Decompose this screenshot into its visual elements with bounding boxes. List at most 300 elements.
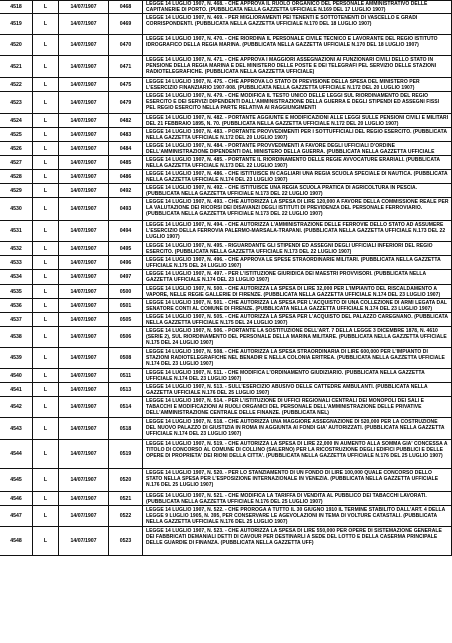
record-date-cell xyxy=(58,492,108,505)
record-type: L xyxy=(43,63,48,70)
record-type-cell xyxy=(32,313,58,326)
record-text-cell xyxy=(142,14,452,34)
record-text-cell xyxy=(142,348,452,368)
record-text: LEGGE 14 LUGLIO 1907, N. 471. - CHE APPROVA I MAGGIORI ASSEGNAZIONI AI FUNZIONARI CIVILI DELLO STATO IN PENSIONE DELLA REGIA MARINA E DEL MINISTERO DELLE POSTE E DEI TELEGRAFI PEL SERVIZIO DELLE STAZIONI RADIOTELEGRAFICHE. (PUBBLICATA NELLA GAZZETTA UFFICIALE) xyxy=(146,57,437,76)
record-date: 14/07/1907 xyxy=(70,425,97,432)
record-date-cell xyxy=(58,369,108,382)
record-date-cell xyxy=(58,256,108,269)
record-type-cell xyxy=(32,14,58,34)
record-date: 14/07/1907 xyxy=(70,81,97,88)
record-code-cell xyxy=(108,369,142,382)
record-text-cell xyxy=(142,78,452,91)
record-type: L xyxy=(43,159,48,166)
record-number-cell xyxy=(0,270,32,284)
record-type-cell xyxy=(32,184,58,197)
record-date: 14/07/1907 xyxy=(70,386,97,393)
record-type: L xyxy=(43,173,48,180)
table-row xyxy=(0,492,452,506)
record-code-cell xyxy=(108,327,142,347)
record-code: 0521 xyxy=(119,495,132,502)
record-date-cell xyxy=(58,221,108,241)
record-code-cell xyxy=(108,440,142,468)
record-type: L xyxy=(43,20,48,27)
record-code: 0497 xyxy=(119,273,132,280)
record-text-cell xyxy=(142,270,452,284)
record-code: 0514 xyxy=(119,403,132,410)
record-number: 4522 xyxy=(10,81,22,88)
record-text-cell xyxy=(142,469,452,491)
table-row xyxy=(0,156,452,170)
record-date: 14/07/1907 xyxy=(70,333,97,340)
record-number-cell xyxy=(0,397,32,417)
record-date-cell xyxy=(58,170,108,183)
record-text: LEGGE 14 LUGLIO 1907, N. 483. - PORTANTE PROVVEDIMENTI PER I SOTTUFFICIALI DEL REGIO ESERCITO. (PUBBLICATA NELLA GAZZETTA UFFICIALE N.172 DEL 20 LUGLIO 1907) xyxy=(146,129,447,141)
record-number-cell xyxy=(0,56,32,77)
record-text: LEGGE 14 LUGLIO 1907, N. 505. - CHE AUTORIZZA LA SPESA PER L'ACQUISTO DEL PALAZZO CAREGNANO. (PUBBLICATA NELLA GAZZETTA UFFICIALE N.175 DEL 24 LUGLIO 1907) xyxy=(146,314,448,326)
record-date-cell xyxy=(58,348,108,368)
record-date-cell xyxy=(58,313,108,326)
record-type-cell xyxy=(32,506,58,526)
record-code-cell xyxy=(108,270,142,284)
record-number: 4533 xyxy=(10,259,22,266)
record-number: 4539 xyxy=(10,354,22,361)
record-code-cell xyxy=(108,14,142,34)
record-text: LEGGE 14 LUGLIO 1907, N. 475. - CHE APPROVA LO STATO DI PREVISIONE DELLA SPESA DEL MINISTERO PER L'ESERCIZIO FINANZIARIO 1907-908. (PUBBLICATA NELLA GAZZETTA UFFICIALE N.172 DEL 20 LUGLIO 1907) xyxy=(146,79,420,91)
record-number: 4534 xyxy=(10,273,22,280)
record-number: 4537 xyxy=(10,316,22,323)
record-number: 4535 xyxy=(10,288,22,295)
record-date: 14/07/1907 xyxy=(70,316,97,323)
record-type: L xyxy=(43,476,48,483)
record-code: 0518 xyxy=(119,425,132,432)
table-row xyxy=(0,56,452,78)
record-code: 0492 xyxy=(119,187,132,194)
record-type: L xyxy=(43,41,48,48)
record-code: 0482 xyxy=(119,117,132,124)
record-code-cell xyxy=(108,198,142,220)
record-date-cell xyxy=(58,0,108,13)
record-type-cell xyxy=(32,114,58,127)
record-number-cell xyxy=(0,0,32,13)
record-type: L xyxy=(43,273,48,280)
record-date: 14/07/1907 xyxy=(70,145,97,152)
record-text: LEGGE 14 LUGLIO 1907, N. 513. - SULL'ESERCIZIO ABUSIVO DELLE CATTEDRE AMBULANTI. (PUBBLICATA NELLA GAZZETTA UFFICIALE N.176 DEL 25 LUGLIO 1907) xyxy=(146,384,428,396)
record-code-cell xyxy=(108,285,142,298)
record-text-cell xyxy=(142,299,452,312)
record-number-cell xyxy=(0,299,32,312)
record-type: L xyxy=(43,259,48,266)
table-row xyxy=(0,221,452,242)
record-date: 14/07/1907 xyxy=(70,372,97,379)
table-row xyxy=(0,285,452,299)
record-text-cell xyxy=(142,313,452,326)
record-code-cell xyxy=(108,313,142,326)
record-date-cell xyxy=(58,56,108,77)
record-number-cell xyxy=(0,285,32,298)
table-row xyxy=(0,78,452,92)
record-code: 0506 xyxy=(119,333,132,340)
record-type: L xyxy=(43,81,48,88)
record-code-cell xyxy=(108,128,142,141)
record-number-cell xyxy=(0,313,32,326)
record-number: 4542 xyxy=(10,403,22,410)
record-type-cell xyxy=(32,0,58,13)
record-code: 0519 xyxy=(119,450,132,457)
record-type: L xyxy=(43,386,48,393)
record-number: 4523 xyxy=(10,99,22,106)
record-date: 14/07/1907 xyxy=(70,245,97,252)
record-type: L xyxy=(43,450,48,457)
record-text-cell xyxy=(142,128,452,141)
record-number-cell xyxy=(0,469,32,491)
record-number: 4530 xyxy=(10,205,22,212)
record-number: 4529 xyxy=(10,187,22,194)
table-row xyxy=(0,270,452,285)
record-number: 4521 xyxy=(10,63,22,70)
record-date-cell xyxy=(58,285,108,298)
record-type: L xyxy=(43,245,48,252)
record-number: 4519 xyxy=(10,20,22,27)
record-date-cell xyxy=(58,270,108,284)
record-type: L xyxy=(43,372,48,379)
record-date: 14/07/1907 xyxy=(70,131,97,138)
record-type-cell xyxy=(32,285,58,298)
record-text-cell xyxy=(142,418,452,439)
record-type-cell xyxy=(32,242,58,255)
record-type: L xyxy=(43,403,48,410)
record-text: LEGGE 14 LUGLIO 1907, N. 523. - CHE AUTORIZZA LA SPESA DI LIRE 550,000 PER OPERE DI SISTEMAZIONE GENERALE DEI FABBRICATI DEMANIALI DETTI DI CAVOUR PER DESTINARLI A SEDE DEL LOTTO E DELLA CASERMA PRINCIPALE DELLE GUARDIE DI FINANZA. (PUBBLICATA NELLA GAZZETTA UFF) xyxy=(146,528,442,547)
record-type-cell xyxy=(32,142,58,155)
record-type-cell xyxy=(32,270,58,284)
record-type: L xyxy=(43,316,48,323)
record-number-cell xyxy=(0,492,32,505)
record-number: 4536 xyxy=(10,302,22,309)
record-code: 0485 xyxy=(119,159,132,166)
record-number-cell xyxy=(0,527,32,555)
record-number-cell xyxy=(0,506,32,526)
record-type: L xyxy=(43,495,48,502)
record-text: LEGGE 14 LUGLIO 1907, N. 493. - CHE AUTORIZZA LA SPESA DI LIRE 120,000 A FAVORE DELLA COMMISSIONE REALE PER LA VALUTAZIONE DEI RICORSI DEI DISAVANZI DEGLI ISTITUTI DI PREVIDENZA DEL PERSONALE FERROVIARIO. (PUBBLICATA NELLA GAZZETTA UFFICIALE N.173 DEL 22 LUGLIO 1907) xyxy=(146,199,449,218)
table-row xyxy=(0,184,452,198)
record-code: 0508 xyxy=(119,354,132,361)
record-number-cell xyxy=(0,35,32,55)
table-row xyxy=(0,0,452,14)
record-number: 4541 xyxy=(10,386,22,393)
record-code-cell xyxy=(108,299,142,312)
table-row xyxy=(0,369,452,383)
record-type: L xyxy=(43,131,48,138)
record-text: LEGGE 14 LUGLIO 1907, N. 522. - CHE PROROGA A TUTTO IL 30 GIUGNO 1910 IL TERMINE STABILITO DALL'ART. 4 DELLA LEGGE 9 LUGLIO 1905, N. 395, PER CONSERVARE LE AGEVOLAZIONI IN TEMA DI VOLTURE CATASTALI. (PUBBLICATA NELLA GAZZETTA UFFICIALE N.176 DEL 25 LUGLIO 1907) xyxy=(146,507,446,526)
record-date: 14/07/1907 xyxy=(70,288,97,295)
table-row xyxy=(0,198,452,221)
table-row xyxy=(0,440,452,469)
record-number: 4527 xyxy=(10,159,22,166)
table-row xyxy=(0,114,452,128)
table-row xyxy=(0,469,452,492)
record-date-cell xyxy=(58,327,108,347)
record-text: LEGGE 14 LUGLIO 1907, N. 479. - CHE MODIFICA IL TESTO UNICO DELLE LEGGI SUL RIORDINAMENTO DEL REGIO ESERCITO E DEI SERVIZI DIPENDENTI DALL'AMMINISTRAZIONE DELLA GUERRA E DEGLI STIPENDI ED ASSEGNI FISSI PEL REGIO ESERCITO NELLA PARTE RELATIVA AI RAGGIUNGIMENTI xyxy=(146,93,440,112)
record-code: 0484 xyxy=(119,145,132,152)
record-code-cell xyxy=(108,469,142,491)
record-type: L xyxy=(43,333,48,340)
record-code-cell xyxy=(108,35,142,55)
record-date-cell xyxy=(58,242,108,255)
record-code-cell xyxy=(108,114,142,127)
record-code-cell xyxy=(108,156,142,169)
record-number: 4544 xyxy=(10,450,22,457)
record-number-cell xyxy=(0,242,32,255)
table-row xyxy=(0,299,452,313)
record-type-cell xyxy=(32,492,58,505)
record-type: L xyxy=(43,205,48,212)
record-text: LEGGE 14 LUGLIO 1907, N. 506. - PORTANTE LA SOSTITUZIONE DELL'ART. 7 DELLA LEGGE 3 DICEMBRE 1878, N. 4610 (SERIE 2), SUL RIORDINAMENTO DEL PERSONALE DELLA MARINA MILITARE. (PUBBLICATA NELLA GAZZETTA UFFICIALE N.175 DEL 24 LUGLIO 1907) xyxy=(146,328,447,347)
record-text: LEGGE 14 LUGLIO 1907, N. 520. - PER LO STANZIAMENTO DI UN FONDO DI LIRE 100,000 QUALE CONCORSO DELLO STATO NELLA SPESA PER L'ESPOSIZIONE INTERNAZIONALE IN VENEZIA. (PUBBLICATA NELLA GAZZETTA UFFICIALE N.176 DEL 25 LUGLIO 1907) xyxy=(146,470,439,489)
record-type-cell xyxy=(32,469,58,491)
record-code: 0523 xyxy=(119,537,132,544)
record-number: 4518 xyxy=(10,3,22,10)
record-number: 4548 xyxy=(10,537,22,544)
record-type-cell xyxy=(32,348,58,368)
record-code: 0469 xyxy=(119,20,132,27)
record-text: LEGGE 14 LUGLIO 1907, N. 495. - RIGUARDANTE GLI STIPENDI ED ASSEGNI DEGLI UFFICIALI INFERIORI DEL REGIO ESERCITO. (PUBBLICATA NELLA GAZZETTA UFFICIALE N.173 DEL 22 LUGLIO 1907) xyxy=(146,243,433,255)
record-type: L xyxy=(43,145,48,152)
record-date: 14/07/1907 xyxy=(70,273,97,280)
record-date: 14/07/1907 xyxy=(70,41,97,48)
record-text: LEGGE 14 LUGLIO 1907, N. 469. - PER MIGLIORAMENTI PEI TENENTI E SOTTOTENENTI DI VASCELLO E GRADI CORRISPONDENTI. (PUBBLICATA NELLA GAZZETTA UFFICIALE N.170 DEL 18 LUGLIO 1907) xyxy=(146,15,418,28)
record-date-cell xyxy=(58,78,108,91)
record-number-cell xyxy=(0,156,32,169)
record-date-cell xyxy=(58,469,108,491)
record-code: 0511 xyxy=(119,372,132,379)
record-code-cell xyxy=(108,348,142,368)
record-number: 4532 xyxy=(10,245,22,252)
record-text: LEGGE 14 LUGLIO 1907, N. 511. - CHE MODIFICA L'ORDINAMENTO GIUDIZIARIO. (PUBBLICATA NELLA GAZZETTA UFFICIALE N.174 DEL 23 LUGLIO 1907) xyxy=(146,370,425,382)
record-number-cell xyxy=(0,327,32,347)
record-text-cell xyxy=(142,256,452,269)
record-code: 0470 xyxy=(119,41,132,48)
record-number: 4528 xyxy=(10,173,22,180)
record-date: 14/07/1907 xyxy=(70,205,97,212)
record-type-cell xyxy=(32,156,58,169)
record-date: 14/07/1907 xyxy=(70,20,97,27)
record-text: LEGGE 14 LUGLIO 1907, N. 470. - CHE RIORDINA IL PERSONALE CIVILE TECNICO E LAVORANTE DEL REGIO ISTITUTO IDROGRAFICO DELLA REGIA MARINA. (PUBBLICATA NELLA GAZZETTA UFFICIALE N.170 DEL 18 LUGLIO 1907) xyxy=(146,36,438,49)
record-code: 0471 xyxy=(119,63,132,70)
record-text: LEGGE 14 LUGLIO 1907, N. 508. - CHE AUTORIZZA LA SPESA STRAORDINARIA DI LIRE 600,000 PER L'IMPIANTO DI STAZIONI RADIOTELEGRAFICHE NEL BENADIR E NELLA COLONIA ERITREA. (PUBBLICATA NELLA GAZZETTA UFFICIALE N.174 DEL 23 LUGLIO 1907) xyxy=(146,349,445,368)
record-type-cell xyxy=(32,256,58,269)
record-code: 0522 xyxy=(119,512,132,519)
record-number: 4546 xyxy=(10,495,22,502)
record-type-cell xyxy=(32,56,58,77)
record-text-cell xyxy=(142,285,452,298)
record-text: LEGGE 14 LUGLIO 1907, N. 519. - CHE AUTORIZZA LA SPESA DI LIRE 22,000 IN AUMENTO ALLA SOMMA GIA' CONCESSA A TITOLO DI CONCORSO AL COMUNE DI COLLINO (SALERNO) PER LA RICOSTRUZIONE DEGLI EDIFICI PUBBLICI E DELLE OPERE DI PROPRIETA' DEI RIONI DELLA CITTA'. (PUBBLICATA NELLA GAZZETTA UFFICIALE N.176 DEL 25 LUGLIO 1907) xyxy=(146,441,448,460)
record-text-cell xyxy=(142,506,452,526)
record-code: 0495 xyxy=(119,245,132,252)
table-row xyxy=(0,142,452,156)
record-type-cell xyxy=(32,397,58,417)
record-text-cell xyxy=(142,527,452,555)
record-code: 0501 xyxy=(119,302,132,309)
record-code-cell xyxy=(108,56,142,77)
record-date-cell xyxy=(58,527,108,555)
record-number-cell xyxy=(0,78,32,91)
record-type-cell xyxy=(32,369,58,382)
record-code: 0496 xyxy=(119,259,132,266)
table-row xyxy=(0,527,452,556)
record-type: L xyxy=(43,99,48,106)
record-type: L xyxy=(43,302,48,309)
record-type: L xyxy=(43,354,48,361)
record-number: 4547 xyxy=(10,512,22,519)
record-type-cell xyxy=(32,327,58,347)
record-type-cell xyxy=(32,221,58,241)
record-type-cell xyxy=(32,383,58,396)
record-text-cell xyxy=(142,327,452,347)
record-code: 0475 xyxy=(119,81,132,88)
table-row xyxy=(0,327,452,348)
record-number: 4525 xyxy=(10,131,22,138)
record-type-cell xyxy=(32,198,58,220)
record-text: LEGGE 14 LUGLIO 1907, N. 496. - CHE APPROVA LE SPESE STRAORDINARIE MILITARI. (PUBBLICATA NELLA GAZZETTA UFFICIALE N.175 DEL 24 LUGLIO 1907) xyxy=(146,257,441,269)
record-code-cell xyxy=(108,242,142,255)
record-number-cell xyxy=(0,198,32,220)
record-code: 0479 xyxy=(119,99,132,106)
table-row xyxy=(0,128,452,142)
table-row xyxy=(0,14,452,35)
record-code: 0520 xyxy=(119,476,132,483)
record-code-cell xyxy=(108,92,142,113)
record-code: 0494 xyxy=(119,227,132,234)
record-text-cell xyxy=(142,156,452,169)
record-number: 4524 xyxy=(10,117,22,124)
record-number: 4540 xyxy=(10,372,22,379)
record-code-cell xyxy=(108,506,142,526)
record-text-cell xyxy=(142,142,452,155)
record-text: LEGGE 14 LUGLIO 1907, N. 494. - CHE AUTORIZZA L'AMMINISTRAZIONE DELLE FERROVIE DELLO STATO AD ASSUMERE L'ESERCIZIO DELLA FERROVIA PALERMO-MARSALA-TRAPANI. (PUBBLICATA NELLA GAZZETTA UFFICIALE N.173 DEL 22 LUGLIO 1907) xyxy=(146,222,446,241)
record-date: 14/07/1907 xyxy=(70,3,97,10)
record-code: 0505 xyxy=(119,316,132,323)
record-text-cell xyxy=(142,242,452,255)
record-date-cell xyxy=(58,418,108,439)
record-text: LEGGE 14 LUGLIO 1907, N. 492. - CHE ISTITUISCE UNA REGIA SCUOLA PRATICA DI AGRICOLTURA IN PESCIA. (PUBBLICATA NELLA GAZZETTA UFFICIALE N.173 DEL 22 LUGLIO 1907) xyxy=(146,185,418,197)
record-text: LEGGE 14 LUGLIO 1907, N. 497. - PER L'ISTITUZIONE GIURIDICA DEI MAESTRI PROVVISORI. (PUBBLICATA NELLA GAZZETTA UFFICIALE N.174 DEL 23 LUGLIO 1907) xyxy=(146,271,426,284)
record-text: LEGGE 14 LUGLIO 1907, N. 485. - PORTANTE IL RIORDINAMENTO DELLE REGIE AVVOCATURE ERARIALI. (PUBBLICATA NELLA GAZZETTA UFFICIALE N.173 DEL 22 LUGLIO 1907) xyxy=(146,157,440,169)
record-text: LEGGE 14 LUGLIO 1907, N. 501. - CHE AUTORIZZA LA SPESA PER L'ACQUISTO DI UNA COLLEZIONE DI ARMI LEGATA DAL SENATORE CONTI AL COMUNE DI FIRENZE. (PUBBLICATA NELLA GAZZETTA UFFICIALE N.174 DEL 23 LUGLIO 1907) xyxy=(146,300,447,312)
table-row xyxy=(0,170,452,184)
record-number-cell xyxy=(0,92,32,113)
record-type-cell xyxy=(32,299,58,312)
record-number-cell xyxy=(0,418,32,439)
record-code: 0513 xyxy=(119,386,132,393)
record-code-cell xyxy=(108,418,142,439)
record-date: 14/07/1907 xyxy=(70,173,97,180)
record-type: L xyxy=(43,187,48,194)
record-date-cell xyxy=(58,440,108,468)
record-code-cell xyxy=(108,256,142,269)
record-text: LEGGE 14 LUGLIO 1907, N. 482. - PORTANTE AGGIUNTE E MODIFICAZIONI ALLE LEGGI SULLE PENSIONI CIVILI E MILITARI DEL 21 FEBBRAIO 1895, N. 70. (PUBBLICATA NELLA GAZZETTA UFFICIALE N.172 DEL 20 LUGLIO 1907) xyxy=(146,115,449,127)
record-code: 0486 xyxy=(119,173,132,180)
record-text-cell xyxy=(142,56,452,77)
table-row xyxy=(0,418,452,440)
table-row xyxy=(0,92,452,114)
record-code: 0500 xyxy=(119,288,132,295)
record-number-cell xyxy=(0,256,32,269)
record-text-cell xyxy=(142,492,452,505)
table-row xyxy=(0,383,452,397)
record-date-cell xyxy=(58,14,108,34)
record-number-cell xyxy=(0,383,32,396)
table-row xyxy=(0,256,452,270)
record-text: LEGGE 14 LUGLIO 1907, N. 518. - CHE AUTORIZZA UNA MAGGIORE ASSEGNAZIONE DI 520,000 PER LA COSTRUZIONE DEL NUOVO PALAZZO DI GIUSTIZIA IN ROMA IN AGGIUNTA AI FONDI GIA' AUTORIZZATI. (PUBBLICATA NELLA GAZZETTA UFFICIALE N.174 DEL 23 LUGLIO 1907) xyxy=(146,419,445,438)
record-code: 0493 xyxy=(119,205,132,212)
record-date: 14/07/1907 xyxy=(70,187,97,194)
record-number: 4545 xyxy=(10,476,22,483)
record-text-cell xyxy=(142,114,452,127)
record-text-cell xyxy=(142,184,452,197)
record-code-cell xyxy=(108,184,142,197)
record-text: LEGGE 14 LUGLIO 1907, N. 486. - CHE ISTITUISCE IN CAGLIARI UNA REGIA SCUOLA SPECIALE DI NAUTICA. (PUBBLICATA NELLA GAZZETTA UFFICIALE N.174 DEL 23 LUGLIO 1907) xyxy=(146,171,448,183)
record-text-cell xyxy=(142,369,452,382)
record-number-cell xyxy=(0,114,32,127)
record-code-cell xyxy=(108,78,142,91)
record-text-cell xyxy=(142,383,452,396)
record-date-cell xyxy=(58,397,108,417)
record-date-cell xyxy=(58,198,108,220)
record-text-cell xyxy=(142,440,452,468)
record-date-cell xyxy=(58,92,108,113)
record-date-cell xyxy=(58,128,108,141)
record-number-cell xyxy=(0,170,32,183)
record-type-cell xyxy=(32,418,58,439)
record-text-cell xyxy=(142,221,452,241)
record-number-cell xyxy=(0,128,32,141)
record-number-cell xyxy=(0,221,32,241)
record-number-cell xyxy=(0,14,32,34)
record-text-cell xyxy=(142,0,452,13)
record-text: LEGGE 14 LUGLIO 1907, N. 514. - PER L'ISTITUZIONE DI UFFICI REGIONALI CENTRALI DEI MONOPOLI DEI SALI E TABACCHI E MODIFICAZIONI AI RUOLI ORGANICI DEL PERSONALE DELL'AMMINISTRAZIONE DELLE PRIVATIVE DELL'AMMINISTRAZIONE CENTRALE DELLE FINANZE. (PUBBLICATA NEL) xyxy=(146,398,424,417)
table-row xyxy=(0,35,452,56)
record-date: 14/07/1907 xyxy=(70,512,97,519)
record-type-cell xyxy=(32,128,58,141)
record-type-cell xyxy=(32,78,58,91)
table-row xyxy=(0,313,452,327)
table-row xyxy=(0,506,452,527)
record-type: L xyxy=(43,227,48,234)
table-row xyxy=(0,348,452,369)
record-type: L xyxy=(43,117,48,124)
record-text-cell xyxy=(142,170,452,183)
record-text-cell xyxy=(142,198,452,220)
record-type: L xyxy=(43,537,48,544)
record-date: 14/07/1907 xyxy=(70,354,97,361)
record-number-cell xyxy=(0,369,32,382)
record-date-cell xyxy=(58,184,108,197)
record-date: 14/07/1907 xyxy=(70,450,97,457)
record-code-cell xyxy=(108,397,142,417)
record-date: 14/07/1907 xyxy=(70,99,97,106)
record-code-cell xyxy=(108,142,142,155)
record-type: L xyxy=(43,3,48,10)
record-date: 14/07/1907 xyxy=(70,259,97,266)
record-code-cell xyxy=(108,170,142,183)
record-type-cell xyxy=(32,527,58,555)
record-text: LEGGE 14 LUGLIO 1907, N. 500. - CHE AUTORIZZA LA SPESA DI LIRE 32,000 PER L'IMPIANTO DEL RISCALDAMENTO A VAPORE, NELLE REGIE GALLERIE DI FIRENZE. (PUBBLICATA NELLA GAZZETTA UFFICIALE N.174 DEL 23 LUGLIO 1907) xyxy=(146,286,441,298)
record-date-cell xyxy=(58,114,108,127)
record-date: 14/07/1907 xyxy=(70,117,97,124)
record-text: LEGGE 14 LUGLIO 1907, N. 484. - PORTANTE PROVVEDIMENTI A FAVORE DEGLI UFFICIALI D'ORDINE DELL'AMMINISTRAZIONE DIPENDENTI DAL MINISTERO DELLA GUERRA. (PUBBLICATA NELLA GAZZETTA UFFICIALE xyxy=(146,143,435,155)
record-number: 4543 xyxy=(10,425,22,432)
record-number: 4520 xyxy=(10,41,22,48)
record-type: L xyxy=(43,425,48,432)
